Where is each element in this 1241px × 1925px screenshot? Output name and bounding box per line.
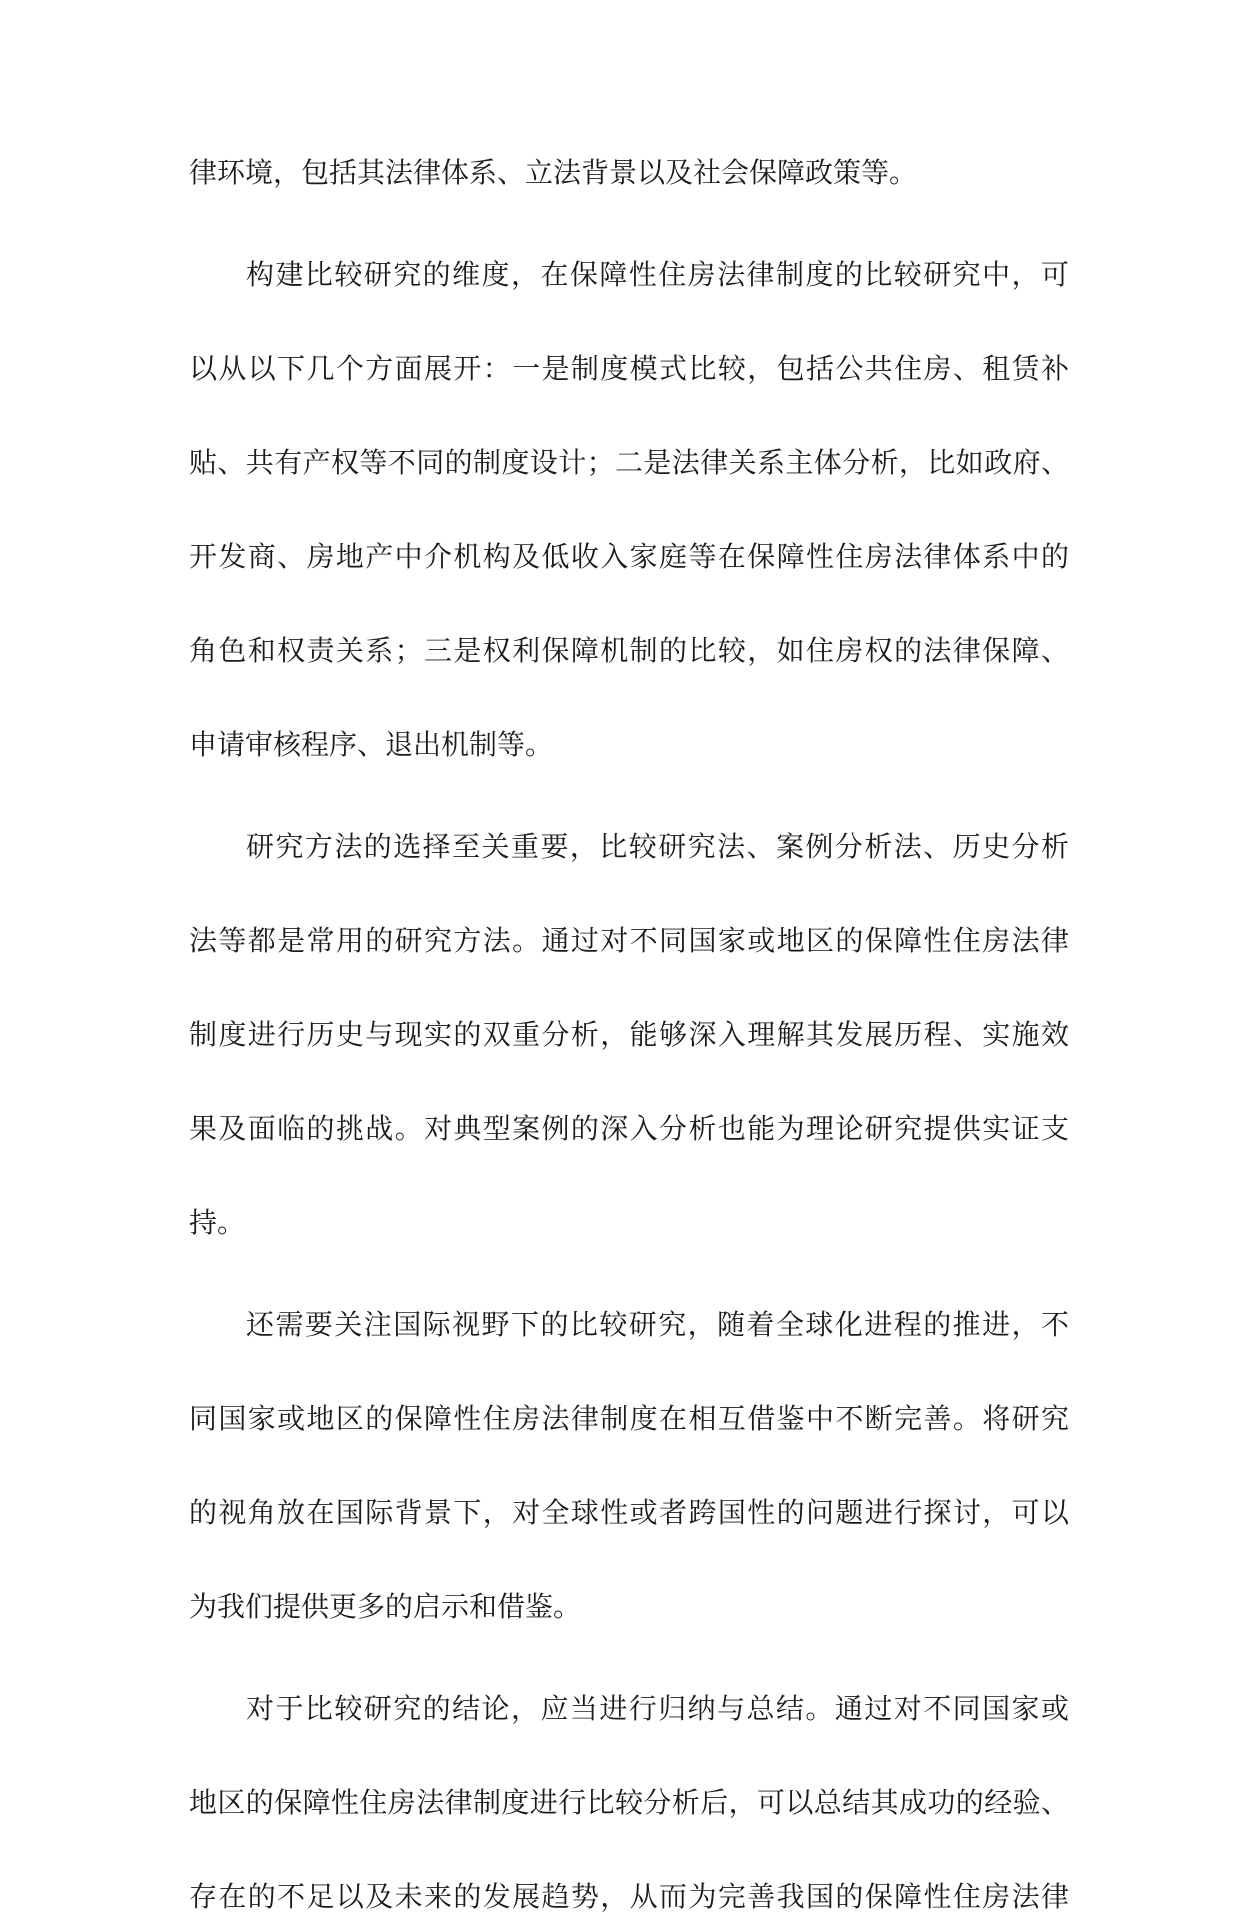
text-line: 开发商、房地产中介机构及低收入家庭等在保障性住房法律体系中的 (189, 540, 1069, 573)
text-line: 制度进行历史与现实的双重分析，能够深入理解其发展历程、实施效 (189, 1018, 1069, 1051)
text-line: 同国家或地区的保障性住房法律制度在相互借鉴中不断完善。将研究 (189, 1402, 1069, 1435)
text-line: 律环境，包括其法律体系、立法背景以及社会保障政策等。 (189, 156, 918, 189)
text-line: 申请审核程序、退出机制等。 (189, 728, 554, 761)
text-line: 以从以下几个方面展开：一是制度模式比较，包括公共住房、租赁补 (189, 352, 1069, 385)
text-line: 为我们提供更多的启示和借鉴。 (189, 1590, 582, 1623)
text-line: 对于比较研究的结论，应当进行归纳与总结。通过对不同国家或 (246, 1692, 1069, 1725)
paragraph-international-perspective (189, 1296, 1069, 1635)
text-line: 贴、共有产权等不同的制度设计；二是法律关系主体分析，比如政府、 (189, 446, 1069, 479)
text-line: 果及面临的挑战。对典型案例的深入分析也能为理论研究提供实证支 (189, 1112, 1069, 1145)
text-line: 地区的保障性住房法律制度进行比较分析后，可以总结其成功的经验、 (189, 1786, 1069, 1819)
body-text (189, 144, 1069, 1925)
text-line: 的视角放在国际背景下，对全球性或者跨国性的问题进行探讨，可以 (189, 1496, 1069, 1529)
text-line: 研究方法的选择至关重要，比较研究法、案例分析法、历史分析 (246, 830, 1069, 863)
paragraph-research-methods (189, 818, 1069, 1251)
text-line: 存在的不足以及未来的发展趋势，从而为完善我国的保障性住房法律 (189, 1880, 1069, 1913)
paragraph-continuation (189, 144, 1069, 201)
text-line: 法等都是常用的研究方法。通过对不同国家或地区的保障性住房法律 (189, 924, 1069, 957)
text-line: 还需要关注国际视野下的比较研究，随着全球化进程的推进，不 (246, 1308, 1069, 1341)
text-line: 构建比较研究的维度，在保障性住房法律制度的比较研究中，可 (246, 258, 1069, 291)
text-line: 持。 (189, 1206, 246, 1239)
paragraph-conclusions (189, 1680, 1069, 1925)
text-line: 角色和权责关系；三是权利保障机制的比较，如住房权的法律保障、 (189, 634, 1069, 667)
paragraph-research-dimensions (189, 246, 1069, 773)
